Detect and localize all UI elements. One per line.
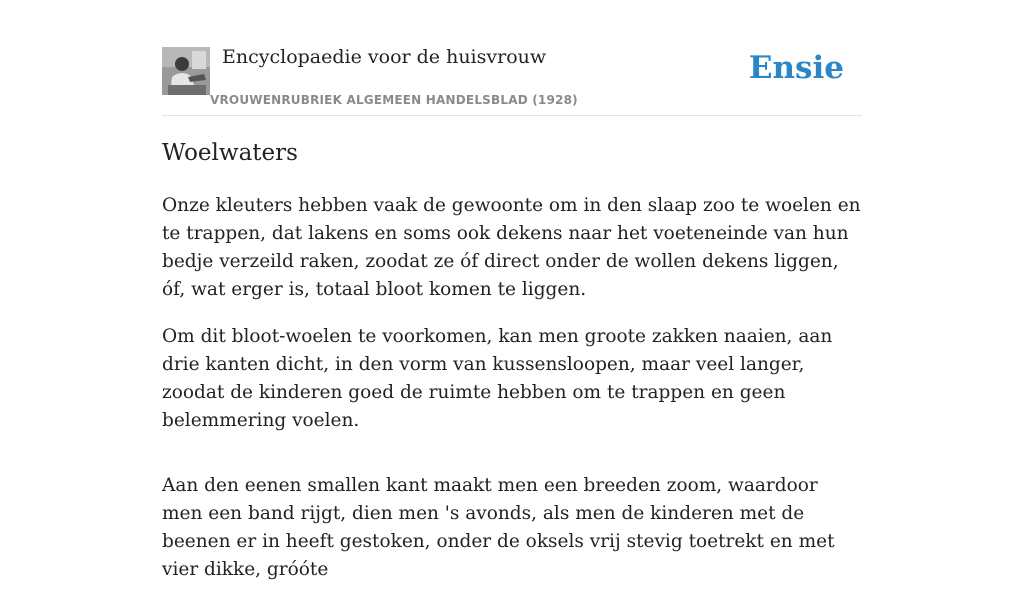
site-header [162, 46, 862, 116]
article-body [162, 192, 862, 603]
article-paragraph: Aan den eenen smallen kant maakt men een breeden zoom, waardoor men een band rijgt, dien men 's avonds, als men de kinderen met de beenen er in heeft gestoken, onder de oksels vrij stevig toetrekt en met vier dikke, gróóte [162, 475, 835, 580]
article-paragraph: Om dit bloot-woelen te voorkomen, kan men groote zakken naaien, aan drie kanten dicht, in den vorm van kussensloopen, maar veel langer, zoodat de kinderen goed de ruimte hebben om te trappen en geen belemmering voelen. [162, 326, 833, 431]
avatar[interactable] [162, 47, 210, 95]
author-photo-icon [162, 47, 210, 95]
article-paragraph: Onze kleuters hebben vaak de gewoonte om in den slaap zoo te woelen en te trappen, dat lakens en soms ook dekens naar het voeteneinde van hun bedje verzeild raken, zoodat ze óf direct onder de wollen dekens liggen, óf, wat erger is, totaal bloot komen te liggen. [162, 195, 861, 300]
site-subtitle: VROUWENRUBRIEK ALGEMEEN HANDELSBLAD (1928) [210, 93, 578, 107]
article-title: Woelwaters [162, 140, 298, 166]
brand-logo[interactable]: Ensie [748, 50, 844, 86]
site-title[interactable]: Encyclopaedie voor de huisvrouw [222, 46, 547, 68]
